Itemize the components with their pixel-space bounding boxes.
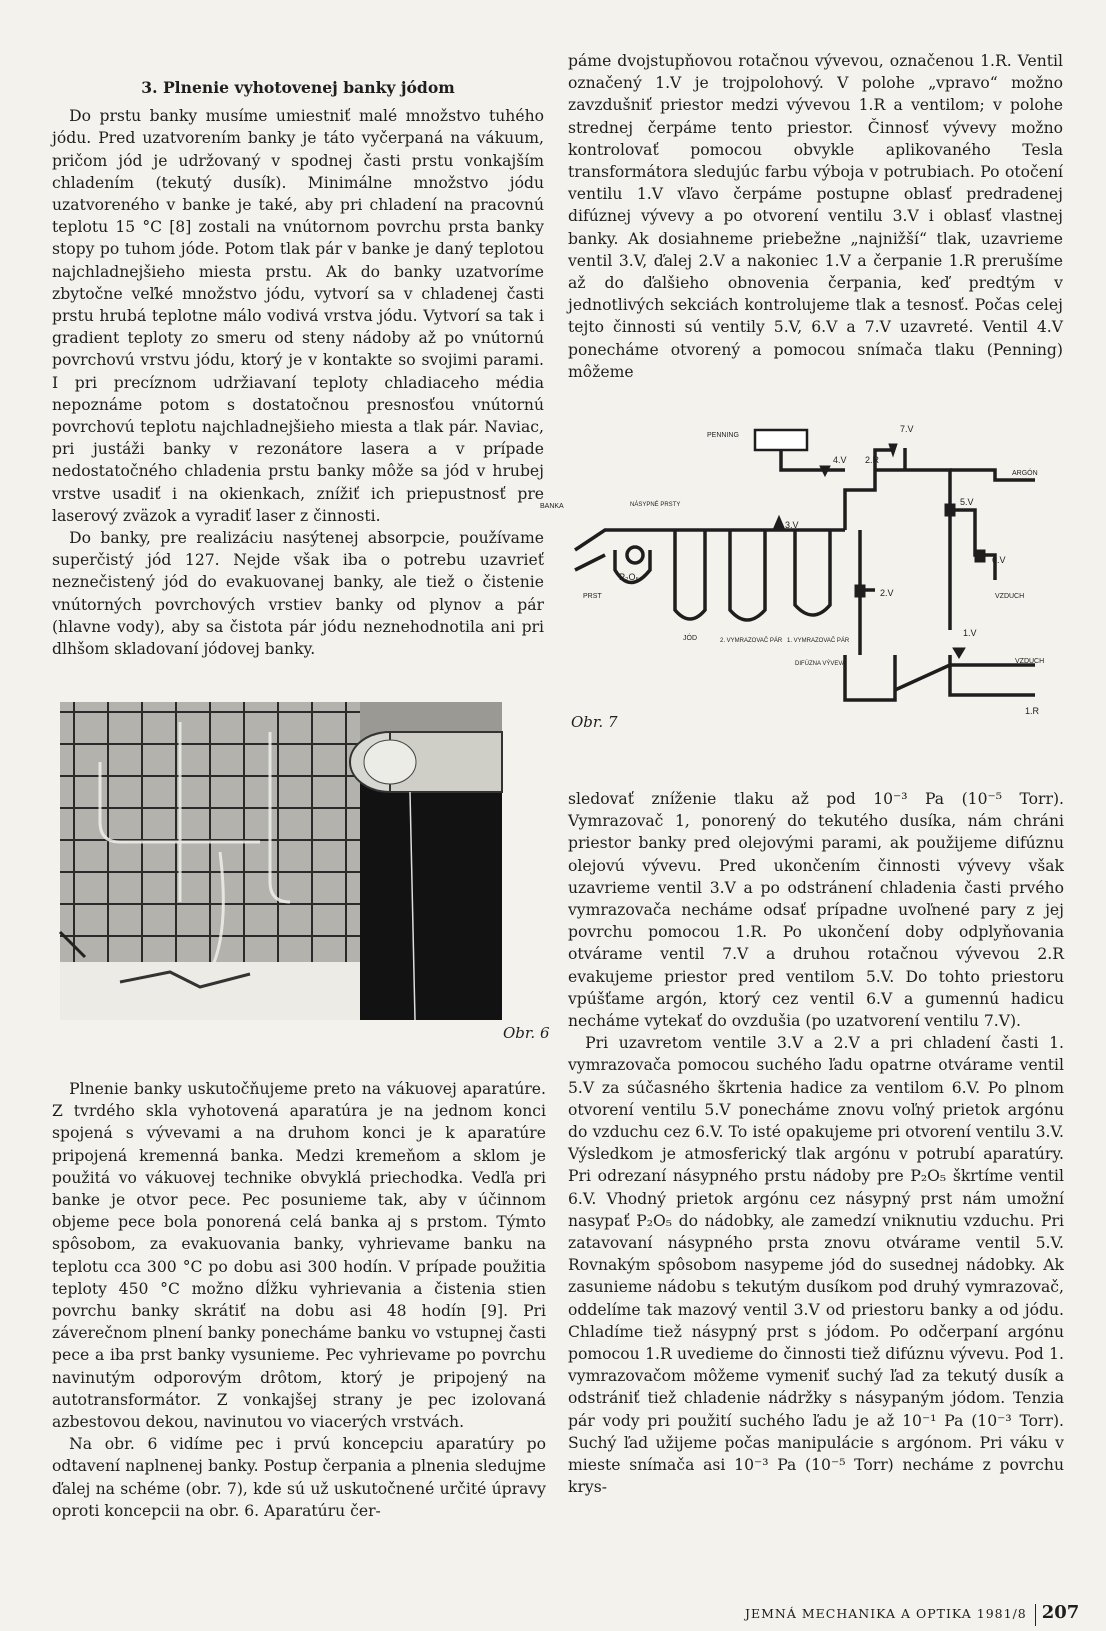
paragraph: sledovať zníženie tlaku až pod 10⁻³ Pa (10⁻⁵ Torr). Vymrazovač 1, ponorený do tekutého dusíka, nám chráni priestor banky pred olejovými parami, ak použijeme difúznu olejovú vývevu. Pred ukončením činnosti vývevy však uzavrieme ventil 3.V a po odstránení chladenia časti prvého vymrazovača necháme odsať prípadne uvoľnené pary z jej povrchu pomocou 1.R. Po ukončení doby odplyňovania otvárame ventil 7.V a druhou rotačnou vývevou 2.R evakujeme priestor pred ventilom 5.V. Do tohto priestoru vpúšťame argón, ktorý cez ventil 6.V a gumennú hadicu necháme vytekať do ovzdušia (po uzatvorení ventilu 7.V). bbox=[568, 790, 1064, 1031]
figure-7-caption: Obr. 7 bbox=[571, 713, 618, 731]
footer-divider bbox=[1035, 1604, 1036, 1626]
label-2r: 2.R bbox=[865, 455, 880, 465]
paragraph: páme dvojstupňovou rotačnou vývevou, označenou 1.R. Ventil označený 1.V je trojpolohový. V polohe „vpravo“ možno zavzdušniť priestor medzi vývevou 1.R a ventilom; v polohe strednej čerpáme tento priestor. Činnosť vývevy možno kontrolovať pomocou obvykle aplikovaného Tesla transformátora sledujúc farbu výboja v potrubiach. Po otočení ventilu 1.V vľavo čerpáme postupne oblasť predradenej difúznej vývevy a po otvorení ventilu 3.V i oblasť vlastnej banky. Ak dosiahneme priebežne „najnižší“ tlak, uzavrieme ventil 3.V, ďalej 2.V a nakoniec 1.V a čerpanie 1.R prerušíme až do ďalšieho obnovenia čerpania, keď predtým v jednotlivých sekciách kontrolujeme tlak a tesnosť. Počas celej tejto činnosti sú ventily 5.V, 6.V a 7.V uzavreté. Ventil 4.V ponecháme otvorený a pomocou snímača tlaku (Penning) môžeme bbox=[568, 52, 1063, 381]
label-1r: 1.R bbox=[1025, 706, 1040, 716]
label-vzduch-2: VZDUCH bbox=[1015, 658, 1045, 665]
schematic-drawing bbox=[540, 424, 1075, 750]
label-7v: 7.V bbox=[900, 424, 914, 434]
apparatus-photo-drawing bbox=[60, 702, 502, 1020]
label-trap-1: 1. VYMRAZOVAČ PÁR bbox=[787, 638, 850, 644]
right-column-bottom bbox=[568, 788, 1064, 1499]
paragraph: Na obr. 6 vidíme pec i prvú koncepciu aparatúry po odtavení naplnenej banky. Postup čerpania a plnenia sledujme ďalej na schéme (obr. 7), kde sú už uskutočnené určité úpravy oproti koncepcii na obr. 6. Aparatúru čer- bbox=[52, 1435, 546, 1520]
label-nasypne-prsty: NÁSYPNÉ PRSTY bbox=[630, 502, 681, 508]
label-vzduch-1: VZDUCH bbox=[995, 593, 1025, 600]
figure-6-photo bbox=[60, 702, 502, 1020]
label-2v: 2.V bbox=[880, 588, 894, 598]
page-footer bbox=[745, 1602, 1079, 1626]
left-column-bottom bbox=[52, 1078, 546, 1522]
label-jod: JÓD bbox=[683, 635, 697, 642]
label-trap-2: 2. VYMRAZOVAČ PÁR bbox=[720, 638, 783, 644]
left-column-top bbox=[52, 77, 544, 660]
label-1v: 1.V bbox=[963, 628, 977, 638]
figure-6-caption: Obr. 6 bbox=[503, 1024, 550, 1042]
label-prst: PRST bbox=[583, 593, 602, 600]
label-argon: ARGÓN bbox=[1012, 470, 1038, 477]
label-5v: 5.V bbox=[960, 497, 974, 507]
right-column-top bbox=[568, 50, 1063, 383]
label-banka: BANKA bbox=[540, 503, 564, 510]
label-6v: 6.V bbox=[992, 555, 1006, 565]
label-penning: PENNING bbox=[707, 432, 739, 439]
paragraph: Do prstu banky musíme umiestniť malé množstvo tuhého jódu. Pred uzatvorením banky je táto vyčerpaná na vákuum, pričom jód je udržovaný v spodnej časti prstu vonkajším chladením (tekutý dusík). Minimálne množstvo jódu uzatvoreného v banke je také, aby pri chladení na pracovnú teplotu 15 °C [8] zostali na vnútornom povrchu prsta banky stopy po tuhom jóde. Potom tlak pár v banke je daný teplotou najchladnejšieho miesta prstu. Ak do banky uzatvoríme zbytočne veľké množstvo jódu, vytvorí sa v chladenej časti prstu hrubá teplotne málo vodivá vrstva jódu. Vytvorí sa tak i gradient teploty zo smeru od steny nádoby až po vnútornú povrchovú vrstvu jódu, ktorý je v kontakte so svojimi parami. I pri precíznom udržiavaní teploty chladiaceho média nepoznáme potom s dostatočnou presnosťou vnútornú povrchovú teplotu najchladnejšieho miesta a tlak pár. Naviac, pri justáži banky v rezonátore lasera a v prípade nedostatočného chladenia prstu banky môže sa jód v hrubej vrstve usadiť i na okienkach, znížiť ich priepustnosť pre laserový zväzok a vyradiť laser z činnosti. bbox=[52, 107, 544, 525]
journal-name: JEMNÁ MECHANIKA A OPTIKA 1981/8 bbox=[745, 1606, 1027, 1621]
label-p2o5: P₂O₅ bbox=[619, 572, 640, 582]
label-difuzna: DIFÚZNA VÝVEVA bbox=[795, 661, 846, 667]
paragraph: Do banky, pre realizáciu nasýtenej absorpcie, používame superčistý jód 127. Nejde však iba o potrebu uzavrieť neznečistený jód do evakuovanej banky, ale tiež o čistenie vnútorných povrchových vrstiev banky od plynov a pár (hlavne vody), aby sa čistota pár jódu neznehodnotila ani pri dlhšom skladovaní jódovej banky. bbox=[52, 529, 544, 659]
paragraph: Plnenie banky uskutočňujeme preto na vákuovej aparatúre. Z tvrdého skla vyhotovená aparatúra je na jednom konci spojená s vývevami a na druhom konci je k aparatúre pripojená kremenná banka. Medzi kremeňom a sklom je použitá vo vákuovej technike obvyklá priechodka. Vedľa pri banke je otvor pece. Pec posunieme tak, aby v účinnom objeme pece bola ponorená celá banka aj s prstom. Týmto spôsobom, za evakuovania banky, vyhrievame banku na teplotu cca 300 °C po dobu asi 300 hodín. V prípade použitia teploty 450 °C možno dĺžku vyhrievania a čistenia stien povrchu banky skrátiť na dobu asi 48 hodín [9]. Pri záverečnom plnení banky ponecháme banku vo vstupnej časti pece a iba prst banky vysunieme. Pec vyhrievame po povrchu navinutým odporovým drôtom, ktorý je pripojený na autotransformátor. Z vonkajšej strany je pec izolovaná azbestovou dekou, navinutou vo viacerých vrstvách. bbox=[52, 1080, 546, 1432]
page-number: 207 bbox=[1041, 1602, 1080, 1623]
paragraph: Pri uzavretom ventile 3.V a 2.V a pri chladení časti 1. vymrazovača pomocou suchého ľadu opatrne otvárame ventil 5.V za súčasného škrtenia hadice za ventilom 6.V. Po plnom otvorení ventilu 5.V ponecháme znovu voľný prietok argónu do vzduchu cez 6.V. To isté opakujeme pri otvorení ventilu 3.V. Výsledkom je atmosferický tlak argónu v potrubí aparatúry. Pri odrezaní násypného prstu nádoby pre P₂O₅ škrtíme ventil 6.V. Vhodný prietok argónu cez násypný prst nám umožní nasypať P₂O₅ do nádobky, ale zamedzí vniknutiu vzduchu. Pri zatavovaní násypného prsta znovu otvárame ventil 5.V. Rovnakým spôsobom nasypeme jód do susednej nádobky. Ak zasunieme nádobu s tekutým dusíkom pod druhý vymrazovač, oddelíme tak mazový ventil 3.V od priestoru banky a od jódu. Chladíme tiež násypný prst s jódom. Po odčerpaní argónu pomocou 1.R uvedieme do činnosti tiež difúznu vývevu. Pod 1. vymrazovačom môžeme vymeniť suchý ľad za tekutý dusík a odstrániť tiež chladenie nádržky s násypaným jódom. Tenzia pár vody pri použití suchého ľadu je až 10⁻¹ Pa (10⁻³ Torr). Suchý ľad užijeme počas manipulácie s argónom. Pri váku v mieste snímača asi 10⁻³ Pa (10⁻⁵ Torr) necháme z povrchu krys- bbox=[568, 1034, 1064, 1497]
label-3v: 3.V bbox=[785, 520, 799, 530]
figure-7-vacuum-schematic bbox=[540, 424, 1075, 750]
label-4v: 4.V bbox=[833, 455, 847, 465]
section-heading: 3. Plnenie vyhotovenej banky jódom bbox=[141, 78, 455, 97]
